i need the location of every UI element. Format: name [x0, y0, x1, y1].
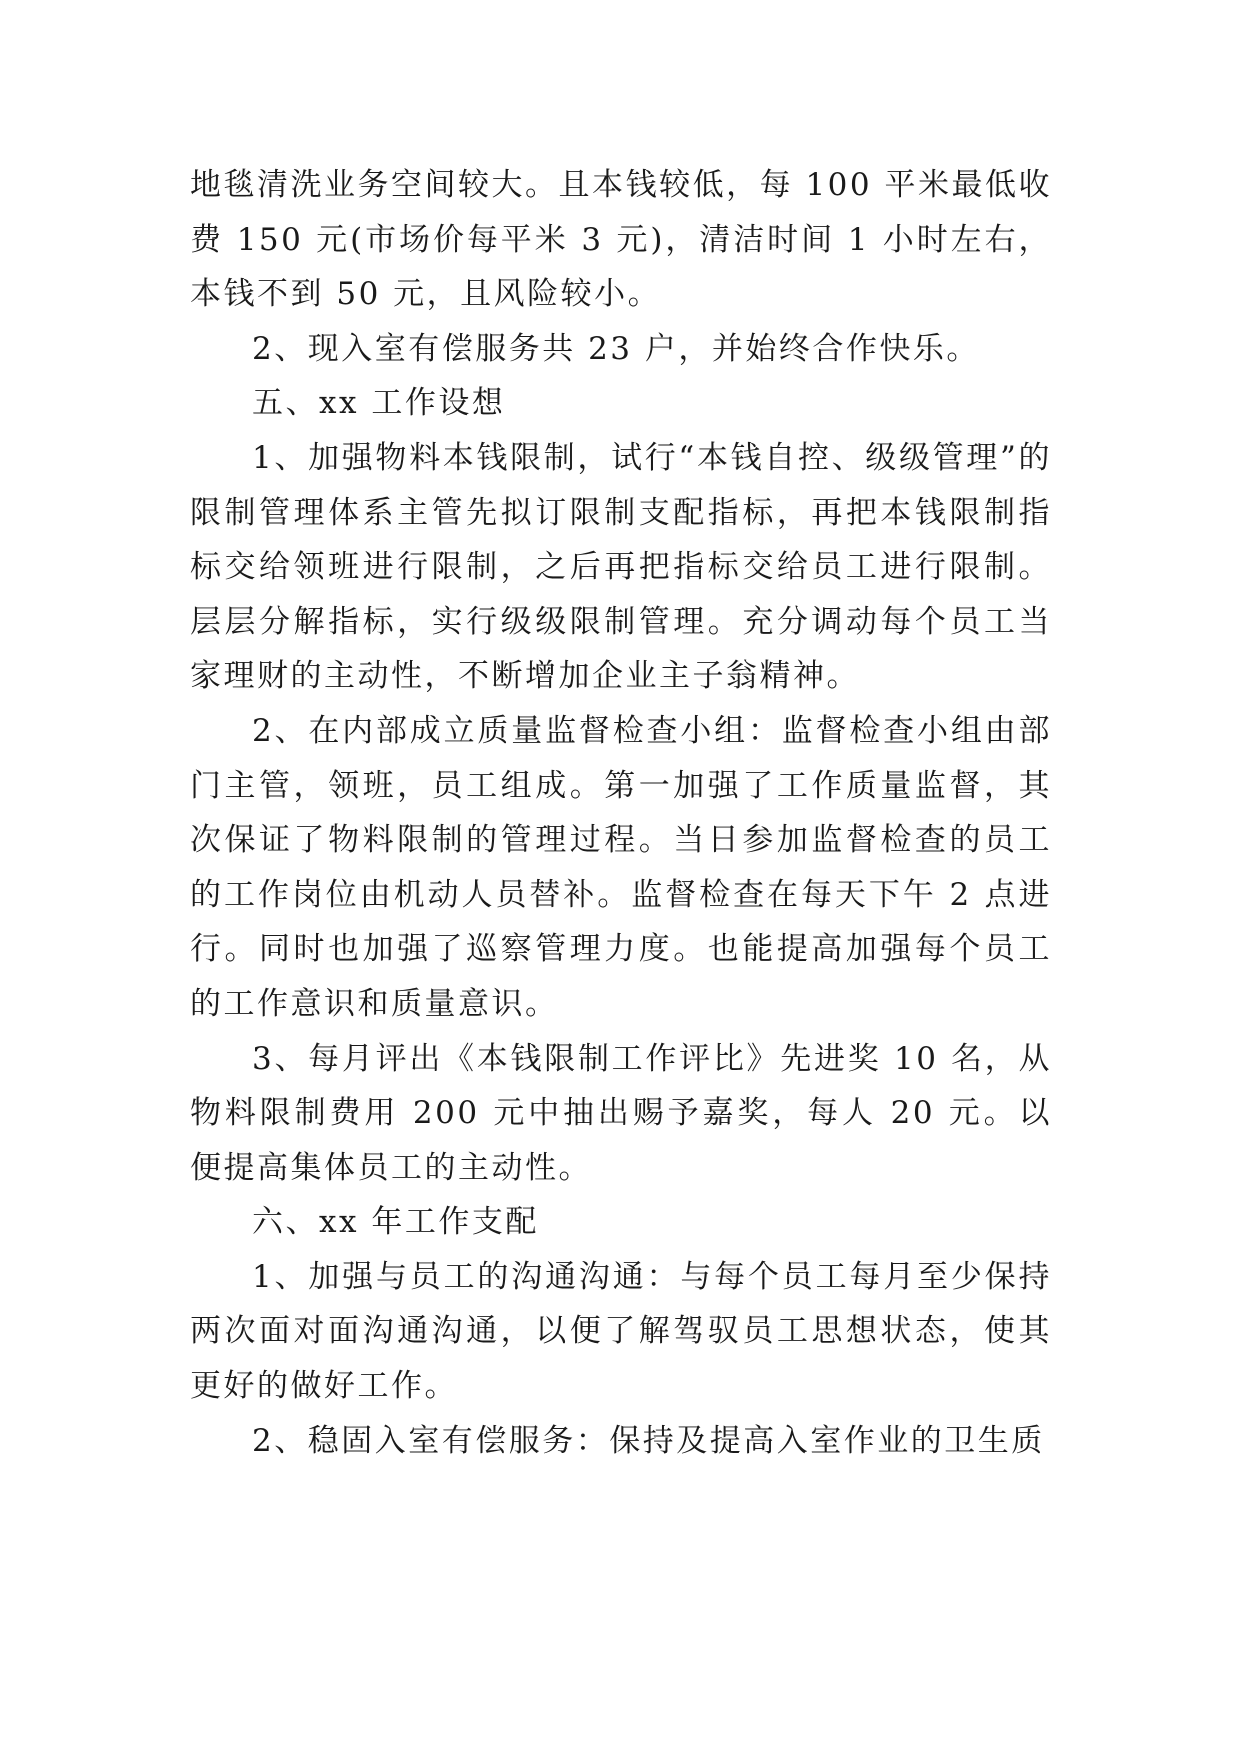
section-heading-work-ideas: 五、xx 工作设想	[252, 385, 506, 422]
paragraph-monthly-award: 3、每月评出《本钱限制工作评比》先进奖 10 名，从物料限制费用 200 元中抽出赐予嘉奖，每人 20 元。以便提高集体员工的主动性。	[190, 1040, 1052, 1186]
paragraph-staff-communication: 1、加强与员工的沟通沟通：与每个员工每月至少保持两次面对面沟通沟通，以便了解驾驭员工思想状态，使其更好的做好工作。	[190, 1258, 1052, 1405]
paragraph-quality-inspection: 2、在内部成立质量监督检查小组：监督检查小组由部门主管，领班，员工组成。第一加强了工作质量监督，其次保证了物料限制的管理过程。当日参加监督检查的员工的工作岗位由机动人员替补。监督检查在每天下午 2 点进行。同时也加强了巡察管理力度。也能提高加强每个员工的工作意识和质量意识。	[190, 712, 1052, 1022]
paragraph-paid-service-households: 2、现入室有偿服务共 23 户，并始终合作快乐。	[252, 330, 980, 367]
paragraph-paid-service-stabilize: 2、稳固入室有偿服务：保持及提高入室作业的卫生质	[252, 1422, 1045, 1459]
document-body	[190, 158, 1052, 1468]
section-heading-work-plan: 六、xx 年工作支配	[252, 1204, 539, 1241]
paragraph-cost-control: 1、加强物料本钱限制，试行“本钱自控、级级管理”的限制管理体系主管先拟订限制支配指标，再把本钱限制指标交给领班进行限制，之后再把指标交给员工进行限制。层层分解指标，实行级级限制管理。充分调动每个员工当家理财的主动性，不断增加企业主子翁精神。	[190, 439, 1052, 695]
paragraph-carpet-cleaning: 地毯清洗业务空间较大。且本钱较低，每 100 平米最低收费 150 元(市场价每平米 3 元)，清洁时间 1 小时左右，本钱不到 50 元，且风险较小。	[190, 167, 1052, 313]
